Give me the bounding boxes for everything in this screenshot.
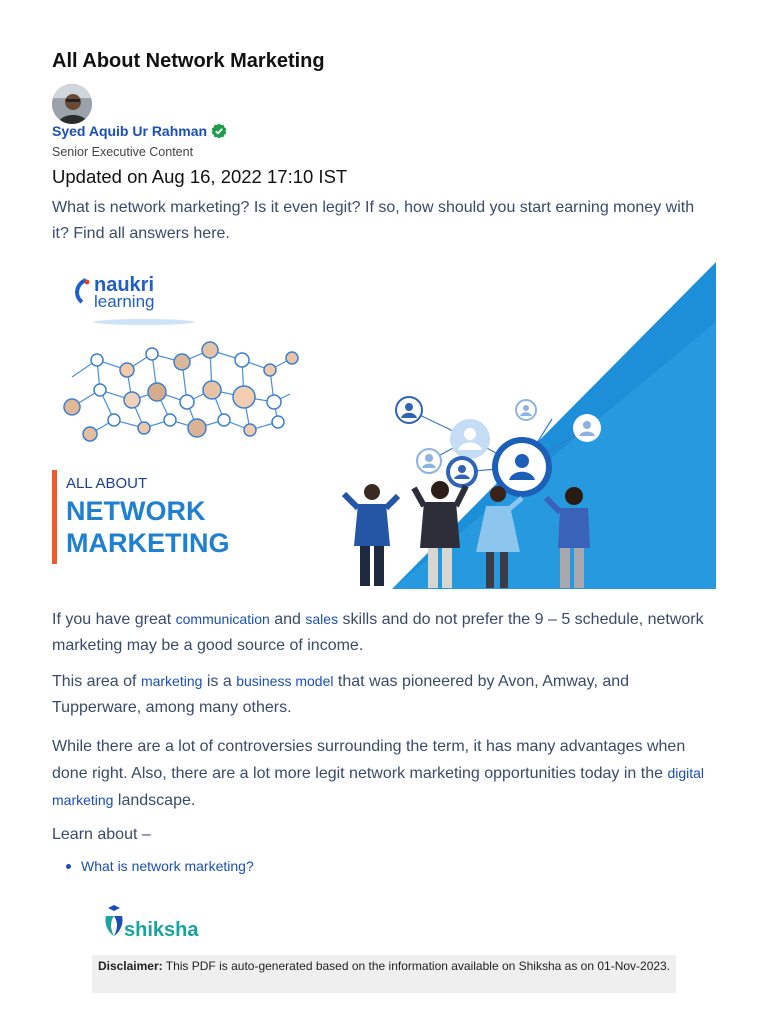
p1-text-1: If you have great [52,611,176,628]
author-name[interactable]: Syed Aquib Ur Rahman [52,123,208,139]
disclaimer-text: This PDF is auto-generated based on the information available on Shiksha as on 01-Nov-2023. [162,959,671,973]
bullet-dot-icon [66,864,71,869]
hero-image [52,262,716,589]
paragraph-2 [52,668,718,721]
paragraph-3 [52,734,718,814]
author-link[interactable] [52,123,227,139]
paragraph-1 [52,606,718,659]
shiksha-logo [100,904,210,948]
link-sales[interactable]: sales [305,611,339,627]
p1-text-3: skills and do not prefer the 9 – 5 schedule, network marketing may be a good source of income. [52,611,704,654]
p2-text-3: that was pioneered by Avon, Amway, and Tupperware, among many others. [52,673,630,716]
avatar-photo [52,84,92,124]
hero-heading-line2: MARKETING [66,528,230,558]
toc-list-item[interactable] [66,858,254,874]
toc-link-what-is-network-marketing[interactable]: What is network marketing? [81,858,254,874]
learn-about-label: Learn about – [52,826,151,843]
heading-accent-bar [52,470,57,564]
p2-text-1: This area of [52,673,141,690]
link-business-model[interactable]: business model [236,673,334,689]
updated-timestamp: Updated on Aug 16, 2022 17:10 IST [52,166,348,187]
author-role: Senior Executive Content [52,145,194,159]
page-title: All About Network Marketing [52,50,325,72]
shiksha-logo-text: shiksha [124,919,199,941]
p3-text-2: landscape. [113,792,196,809]
verified-badge-icon [211,123,227,139]
link-marketing[interactable]: marketing [140,673,203,689]
hero-heading-line1: NETWORK [66,496,206,526]
brand-top: naukri [94,274,155,296]
p1-text-2: and [269,611,306,628]
link-communication[interactable]: communication [175,611,270,627]
disclaimer-label: Disclaimer: [97,959,163,973]
disclaimer-box [92,955,676,993]
p2-text-2: is a [202,673,237,690]
brand-bottom: learning [94,292,155,311]
article-intro: What is network marketing? Is it even legit? If so, how should you start earning money with it? Find all answers here. [52,199,695,242]
link-digital-marketing[interactable]: digital marketing [52,765,705,808]
author-avatar[interactable] [52,84,92,124]
naukri-learning-logo [77,274,194,325]
graduation-cap-icon [108,905,120,911]
hero-heading-small: ALL ABOUT [66,475,148,492]
p3-text-1: While there are a lot of controversies surrounding the term, it has many advantages when done right. Also, there are a lot more legit network marketing opportunities today in the [52,738,686,782]
